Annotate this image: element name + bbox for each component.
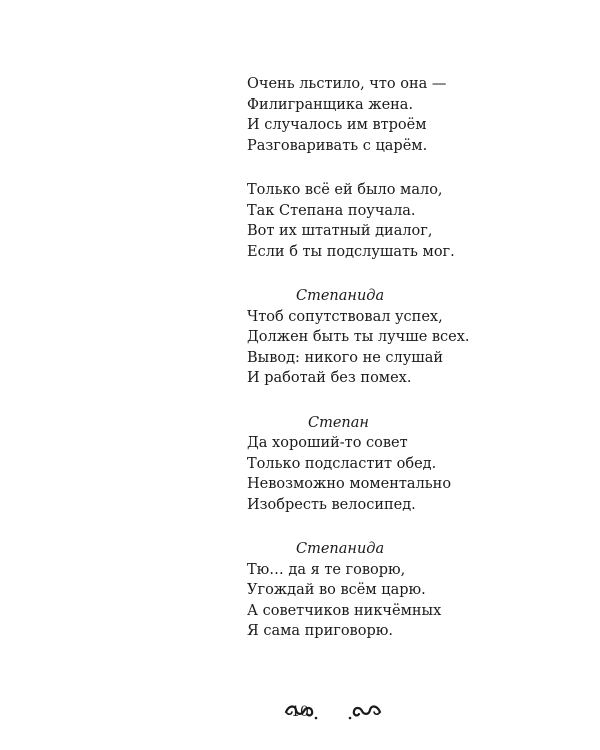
poem-line: Изобресть велосипед. [247, 496, 416, 513]
poem-line: Только всё ей было мало, [247, 182, 443, 198]
poem-line: Если б ты подслушать мог. [247, 243, 455, 260]
poem-line: И работай без помех. [247, 370, 412, 386]
speaker-name: Степанида [296, 541, 385, 557]
poem-line: Вот их штатный диалог, [247, 223, 433, 239]
poem-line: Только подсластит обед. [247, 455, 437, 472]
poem-line: Я сама приговорю. [247, 623, 393, 639]
stanza [247, 413, 507, 516]
poem-line: И случалось им втроём [247, 117, 427, 133]
poem-line: А советчиков никчёмных [247, 602, 442, 619]
speaker-name: Степанида [296, 288, 385, 304]
poem-line: Невозможно моментально [247, 476, 452, 492]
stanza [247, 74, 507, 156]
stanza [247, 539, 507, 642]
poem-line: Должен быть ты лучше всех. [247, 329, 470, 345]
stanza [247, 180, 507, 262]
poem-line: Так Степана поучала. [247, 202, 416, 219]
poem-line: Да хороший-то совет [247, 435, 408, 451]
poem-line: Разговаривать с царём. [247, 137, 428, 154]
speaker-name: Степан [308, 414, 369, 431]
page-number: 10 [291, 704, 309, 720]
poem-text [247, 74, 507, 666]
poem-line: Вывод: никого не слушай [247, 349, 444, 366]
poem-line: Чтоб сопутствовал успех, [247, 308, 443, 325]
poem-line: Филигранщика жена. [247, 96, 414, 113]
poem-line: Тю… да я те говорю, [247, 561, 406, 578]
stanza [247, 286, 507, 389]
poem-line: Очень льстило, что она — [247, 76, 447, 92]
poem-line: Угождай во всём царю. [247, 582, 426, 598]
